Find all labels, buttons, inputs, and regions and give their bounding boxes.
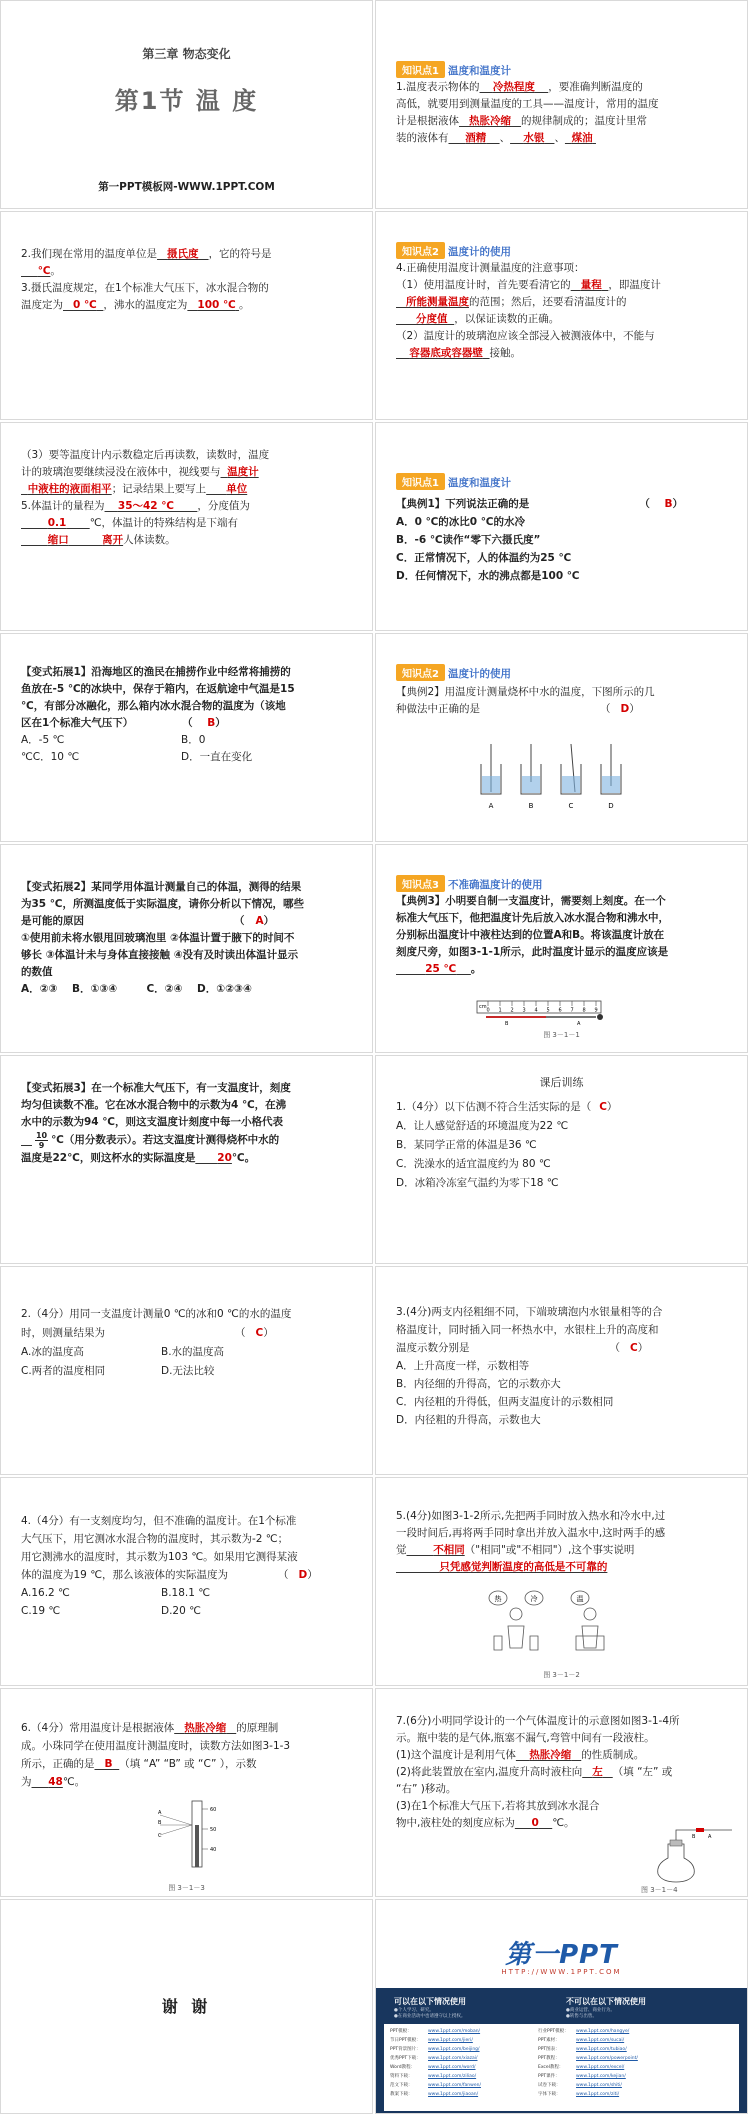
resource-label: 范文下载：	[390, 2083, 413, 2088]
text-line: ℃。	[62, 1776, 86, 1788]
option-d: D.20 ℃	[161, 1605, 201, 1617]
slide-thanks	[0, 1899, 373, 2114]
text-line: 用它测沸水的温度时，其示数为103 ℃。如果用它测得某液	[21, 1551, 298, 1563]
ppt-logo: 第一PPT	[505, 1940, 618, 1970]
beaker-label: B	[528, 802, 534, 810]
knowledge-tag-title: 温度计的使用	[447, 668, 511, 680]
text-line: ℃（用分数表示）。若这支温度计测得烧杯中水的	[51, 1134, 280, 1146]
resource-link[interactable]: www.1ppt.com/shiti/	[576, 2083, 622, 2088]
copyright-panel	[376, 1988, 747, 2114]
option-c: C．内径粗的升得低，但两支温度计的示数相同	[396, 1396, 614, 1408]
homework-text: 3.(4分)两支内径粗细不同，下端玻璃泡内水银量相等的合 格温度计，同时插入同一杯热水中，水银柱上升的高度和 温度示数分别是 （ C） A．上升高度一样，示数相等 B．内径细的升得高，它的示数亦大 C．内径粗的升得低，但两支温度计的示数相同 D．内径粗的升得高，示数也大	[396, 1303, 729, 1429]
text-line: 的范围；然后，还要看清温度计的	[469, 296, 627, 308]
slide-homework-3	[375, 1266, 748, 1475]
variant-text	[21, 1080, 354, 1167]
text-line: （"相同"或"不相同"）,这个事实说明	[464, 1544, 635, 1556]
text-line: 【典例3】小明要自制一支温度计，需要刻上刻度。在一个	[396, 895, 666, 907]
text-line: ，它的符号是	[208, 248, 272, 260]
slide-homework-1	[375, 1055, 748, 1264]
knowledge-tag-row	[396, 662, 511, 681]
scale-label: 60	[210, 1807, 217, 1813]
answer: D	[620, 703, 630, 715]
option-b: B．0	[181, 734, 206, 746]
beaker-label: D	[608, 802, 614, 810]
resource-link[interactable]: www.1ppt.com/sucai/	[576, 2038, 625, 2043]
resource-label: 优秀PPT下载：	[390, 2056, 421, 2061]
text-line: ，即温度计	[608, 279, 661, 291]
answer: B	[207, 717, 216, 729]
denominator: 9	[38, 1141, 45, 1150]
text-line: 成。小珠同学在使用温度计测温度时，读数方法如图3-1-3	[21, 1740, 291, 1752]
answer: ℃	[37, 265, 51, 277]
answer: 0 ℃	[73, 299, 97, 311]
resource-link[interactable]: www.1ppt.com/moban/	[428, 2029, 481, 2034]
text-line: （填 “左” 或	[612, 1766, 673, 1778]
answer: 中液柱的液面相平	[27, 483, 112, 495]
link-row	[390, 2090, 733, 2099]
slide-knowledge-2	[375, 211, 748, 420]
option-a: A．让人感觉舒适的环境温度为22 ℃	[396, 1120, 569, 1132]
figure-caption: 图 3－1－2	[543, 1671, 580, 1679]
answer: 容器底或容器壁	[409, 347, 483, 359]
answer: 0	[531, 1817, 539, 1829]
option-a: A．0 ℃的冰比0 ℃的水冷	[396, 516, 525, 528]
answer: 温度计	[227, 466, 259, 478]
text-line: 高低，就要用到测量温度的工具——温度计，常用的温度	[396, 98, 659, 110]
text-line: 所示，正确的是	[21, 1758, 95, 1770]
text-line: （1）使用温度计时，首先要看清它的	[396, 279, 571, 291]
link-row	[390, 2036, 733, 2045]
text-line: ℃，体温计的特殊结构是下端有	[89, 517, 238, 529]
resource-label: PPT图表：	[538, 2047, 560, 2052]
knowledge-tag-title: 不准确温度计的使用	[447, 879, 543, 891]
reading-text	[21, 447, 354, 549]
text-line: 刻度尺旁，如图3-1-1所示，此时温度计显示的温度应该是	[396, 946, 669, 958]
answer: 酒精	[465, 132, 487, 144]
slide-example-2	[375, 633, 748, 842]
slide-variant-3	[0, 1055, 373, 1264]
resource-link[interactable]: www.1ppt.com/jieri/	[428, 2038, 473, 2043]
resource-label: 教案下载：	[390, 2092, 413, 2097]
option-b: B．某同学正常的体温是36 ℃	[396, 1139, 537, 1151]
answer: B	[664, 498, 673, 510]
answer: 分度值	[416, 313, 448, 325]
resource-label: Excel教程：	[538, 2065, 564, 2070]
text-line: 【变式拓展2】某同学用体温计测量自己的体温，测得的结果	[21, 881, 302, 893]
ruler-label: 5	[546, 1007, 550, 1014]
resource-label: 字体下载：	[538, 2092, 561, 2097]
text-line: 温度是22℃，则这杯水的实际温度是	[21, 1152, 196, 1164]
allowed-heading: 可以在以下情况使用	[394, 1997, 466, 2006]
text-line: 的原理制	[236, 1722, 279, 1734]
ruler-label: 3	[522, 1007, 526, 1014]
ruler-label: 2	[510, 1007, 514, 1014]
text-line: ℃，有部分冰融化，那么箱内冰水混合物的温度为（该地	[21, 700, 286, 712]
resource-link[interactable]: www.1ppt.com/ziliao/	[428, 2074, 477, 2079]
text-line: ，以保证读数的正确。	[454, 313, 560, 325]
text-line: 3.摄氏温度规定，在1个标准大气压下，冰水混合物的	[21, 282, 269, 294]
scale-label: 50	[210, 1827, 217, 1833]
answer: C	[630, 1342, 638, 1354]
resource-link[interactable]: www.1ppt.com/word/	[428, 2065, 476, 2070]
beaker-label: C	[568, 802, 574, 810]
text-line: ℃。	[552, 1817, 575, 1829]
options: A．②③ B．①③④ C．②④ D．①②③④	[21, 983, 252, 995]
ruler-label: 1	[498, 1007, 502, 1014]
answer: 左	[592, 1766, 603, 1778]
option-b: B．-6 ℃读作“零下六摄氏度”	[396, 534, 541, 546]
answer: D	[298, 1569, 308, 1581]
resource-label: 行业PPT模板：	[538, 2029, 569, 2034]
answer: 缩口	[47, 534, 69, 546]
example-text: 【典例2】用温度计测量烧杯中水的温度，下图所示的几 种做法中正确的是 （ D）	[396, 684, 729, 718]
hands-figure	[486, 1586, 626, 1666]
knowledge-tag: 知识点2	[396, 664, 445, 681]
warm-label: 温	[576, 1595, 584, 1603]
thermometer-reading-figure	[156, 1797, 236, 1877]
resource-label: 试卷下载：	[538, 2083, 561, 2088]
link-grid	[384, 2024, 739, 2111]
chapter-title: 第三章 物态变化	[142, 47, 231, 61]
resource-link[interactable]: www.1ppt.com/powerpoint/	[576, 2056, 638, 2061]
point-label: A	[577, 1021, 581, 1027]
option-d: D．任何情况下，水的沸点都是100 ℃	[396, 570, 580, 582]
knowledge-tag-row	[396, 59, 511, 78]
option-c: C．正常情况下，人的体温约为25 ℃	[396, 552, 572, 564]
text-line: 体的温度为19 ℃，那么该液体的实际温度为	[21, 1569, 228, 1581]
figure-caption: 图 3－1－4	[641, 1886, 678, 1894]
answer: 离开	[102, 534, 124, 546]
homework-text	[396, 1508, 729, 1576]
answer: 0.1	[47, 517, 67, 529]
homework-text	[21, 1719, 354, 1791]
point-label: B	[505, 1021, 509, 1027]
answer: 单位	[226, 483, 248, 495]
slide-example-3	[375, 844, 748, 1053]
answer: 不相同	[433, 1544, 465, 1556]
text-line: 分别标出温度计中液柱达到的位置A和B。将该温度计放在	[396, 929, 665, 941]
text-line: 区在1个标准大气压下）	[21, 717, 134, 729]
allowed-notes	[394, 2008, 465, 2020]
text-line: 3.(4分)两支内径粗细不同，下端玻璃泡内水银量相等的合	[396, 1306, 663, 1318]
note: ●在商业活动中也请遵守以上授权。	[394, 2014, 466, 2019]
ruler-label: 8	[582, 1007, 586, 1014]
answer: 热胀冷缩	[529, 1749, 572, 1761]
homework-text: 4.（4分）有一支刻度均匀，但不准确的温度计。在1个标准 大气压下，用它测冰水混合物的温度时，其示数为-2 ℃； 用它测沸水的温度时，其示数为103 ℃。如果用它测得某液 体的温度为19 ℃，那么该液体的实际温度为 （ D） A.16.2 ℃ B.18.1 ℃ C.19 ℃ D.20 ℃	[21, 1512, 354, 1620]
knowledge-tag: 知识点1	[396, 473, 445, 490]
text-line: 大气压下，用它测冰水混合物的温度时，其示数为-2 ℃；	[21, 1533, 289, 1545]
variant-text: 【变式拓展2】某同学用体温计测量自己的体温，测得的结果 为35 ℃，所测温度低于实际温度，请你分析以下情况，哪些 是可能的原因 （ A） ①使用前未将水银甩回玻璃泡里 ②体温计置于腋下的时间不 够长 ③体温计未与身体直接接触 ④没有及时读出体温计显示 的数值 A．②③ B．①③④ C．②④ D．①②③④	[21, 879, 354, 998]
text-line: 鱼放在-5 ℃的冰块中，保存于箱内，在返航途中气温是15	[21, 683, 295, 695]
thanks-text: 谢 谢	[161, 1997, 212, 2016]
scale-label: 40	[210, 1847, 217, 1853]
slide-variant-1	[0, 633, 373, 842]
ruler-label: 4	[534, 1007, 538, 1014]
answer: 所能测量温度	[406, 296, 470, 308]
answer: C	[255, 1327, 264, 1339]
resource-link[interactable]: www.1ppt.com/beijing/	[428, 2047, 480, 2052]
text-line: 2.我们现在常用的温度单位是	[21, 248, 158, 260]
text-line: 标准大气压下，他把温度计先后放入冰水混合物和沸水中，	[396, 912, 669, 924]
text-line: 格温度计，同时插入同一杯热水中，水银柱上升的高度和	[396, 1324, 659, 1336]
note: ●个人学习、研究。	[394, 2008, 434, 2013]
link-row	[390, 2045, 733, 2054]
question: 1.（4分）以下估测不符合生活实际的是（	[396, 1101, 592, 1113]
text-line: 的性质制成。	[581, 1749, 645, 1761]
text-line: 【典例2】用温度计测量烧杯中水的温度，下图所示的几	[396, 686, 655, 698]
slide-knowledge-1	[375, 0, 748, 209]
answer: 摄氏度	[167, 248, 199, 260]
text-line: 5.体温计的量程为	[21, 500, 105, 512]
text-line: 为	[21, 1776, 32, 1788]
text-line: 种做法中正确的是	[396, 703, 480, 715]
cold-label: 冷	[530, 1595, 538, 1603]
resource-label: PPT模板：	[390, 2029, 412, 2034]
resource-label: PPT教程：	[538, 2056, 560, 2061]
knowledge-tag-title: 温度和温度计	[447, 65, 511, 77]
link-row	[390, 2063, 733, 2072]
knowledge-text: 1.温度表示物体的 冷热程度 ，要准确判断温度的 高低，就要用到测量温度的工具——温度计，常用的温度 计是根据液体 热胀冷缩 的规律制成的；温度计里常 装的液体有 酒精 、 水银 、 煤油	[396, 79, 729, 147]
text-line: 的数值	[21, 966, 53, 978]
note: ●商业运营、商业行为。	[566, 2008, 615, 2013]
knowledge-tag: 知识点3	[396, 875, 445, 892]
slide-title	[0, 0, 373, 209]
text-line: 4.正确使用温度计测量温度的注意事项：	[396, 262, 585, 274]
slide-homework-5	[375, 1477, 748, 1686]
homework-text: 2.（4分）用同一支温度计测量0 ℃的冰和0 ℃的水的温度 时，则测量结果为 （ C） A.冰的温度高 B.水的温度高 C.两者的温度相同 D.无法比较	[21, 1305, 354, 1381]
text-line: ①使用前未将水银甩回玻璃泡里 ②体温计置于腋下的时间不	[21, 932, 295, 944]
resource-link[interactable]: www.1ppt.com/tubiao/	[576, 2047, 627, 2052]
gas-thermometer-figure	[636, 1824, 736, 1884]
view-label: A	[158, 1810, 162, 1816]
text-line: 6.（4分）常用温度计是根据液体	[21, 1722, 175, 1734]
answer: 量程	[580, 279, 602, 291]
resource-link[interactable]: www.1ppt.com/fanwen/	[428, 2083, 481, 2088]
answer: 冷热程度	[492, 81, 535, 93]
ruler-figure	[476, 995, 616, 1035]
option-a: A．上升高度一样，示数相等	[396, 1360, 530, 1372]
example-text: 【典例1】下列说法正确的是 （ B） A．0 ℃的冰比0 ℃的水冷 B．-6 ℃读作“零下六摄氏度” C．正常情况下，人的体温约为25 ℃ D．任何情况下，水的沸点都是100 ℃	[396, 495, 729, 585]
text-line: 1.温度表示物体的	[396, 81, 480, 93]
beaker-figure	[476, 734, 636, 814]
resource-label: PPT素材：	[538, 2038, 560, 2043]
link-row	[390, 2081, 733, 2090]
ruler-label: 7	[570, 1007, 574, 1014]
text-line: ，沸水的温度定为	[103, 299, 188, 311]
resource-link[interactable]: www.1ppt.com/xiazai/	[428, 2056, 478, 2061]
text-line: 为35 ℃，所测温度低于实际温度，请你分析以下情况，哪些	[21, 898, 304, 910]
text-line: ℃。	[231, 1152, 256, 1164]
resource-label: Word教程：	[390, 2065, 416, 2070]
figure-caption: 图 3－1－3	[168, 1884, 205, 1892]
site-name: 第一PPT模板网-WWW.1PPT.COM	[98, 181, 275, 193]
note: ●转售与出售。	[566, 2014, 597, 2019]
slide-homework-7	[375, 1688, 748, 1897]
knowledge-tag-title: 温度和温度计	[447, 477, 511, 489]
answer: 48	[48, 1776, 63, 1788]
ruler-label: 0	[486, 1007, 490, 1014]
text-line: 【变式拓展3】在一个标准大气压下，有一支温度计，刻度	[21, 1082, 291, 1094]
text-line: 够长 ③体温计未与身体直接接触 ④没有及时读出体温计显示	[21, 949, 299, 961]
ruler-label: 6	[558, 1007, 562, 1014]
slide-example-1	[375, 422, 748, 631]
link-row	[390, 2027, 733, 2036]
knowledge-text	[396, 260, 729, 362]
text-line: 的规律制成的；温度计里常	[521, 115, 648, 127]
view-label: B	[158, 1820, 162, 1826]
option-c: C.两者的温度相同	[21, 1365, 106, 1377]
option-b: B.18.1 ℃	[161, 1587, 211, 1599]
knowledge-tag-title: 温度计的使用	[447, 246, 511, 258]
option-a: A.冰的温度高	[21, 1346, 84, 1358]
variant-text: 【变式拓展1】沿海地区的渔民在捕捞作业中经常将捕捞的 鱼放在-5 ℃的冰块中，保存于箱内，在返航途中气温是15 ℃，有部分冰融化，那么箱内冰水混合物的温度为（该地 区在1个标准大气压下） （ B） A．-5 ℃ B．0 ℃C．10 ℃ D．一直在变化	[21, 664, 354, 766]
slide-homework-6	[0, 1688, 373, 1897]
option-b: B．内径细的升得高，它的示数亦大	[396, 1378, 561, 1390]
text-line: 计的玻璃泡要继续浸没在液体中，视线要与	[21, 466, 221, 478]
answer: 20	[217, 1152, 232, 1164]
knowledge-tag: 知识点2	[396, 242, 445, 259]
text-line: 计是根据液体	[396, 115, 459, 127]
option-a: A.16.2 ℃	[21, 1587, 70, 1599]
answer: 100 ℃	[197, 299, 236, 311]
resource-label: PPT背景图片：	[390, 2047, 421, 2052]
resource-link[interactable]: www.1ppt.com/kejian/	[576, 2074, 626, 2079]
forbidden-notes	[566, 2008, 615, 2020]
text-line: 物中,液柱处的刻度应标为	[396, 1817, 515, 1829]
slide-homework-4	[0, 1477, 373, 1686]
text-line: 7.(6分)小明同学设计的一个气体温度计的示意图如图3-1-4所	[396, 1715, 680, 1727]
homework-text: 1.（4分）以下估测不符合生活实际的是（ C） A．让人感觉舒适的环境温度为22 ℃ B．某同学正常的体温是36 ℃ C．洗澡水的适宜温度约为 80 ℃ D．冰箱冷冻室气温约为零下18 ℃	[396, 1098, 729, 1193]
knowledge-tag-row	[396, 873, 542, 892]
answer: B	[104, 1758, 113, 1770]
text-line: 【变式拓展1】沿海地区的渔民在捕捞作业中经常将捕捞的	[21, 666, 291, 678]
text-line: 装的液体有	[396, 132, 449, 144]
beaker-label: A	[488, 802, 494, 810]
ruler-unit: cm	[479, 1004, 487, 1010]
answer: 35～42 ℃	[117, 500, 174, 512]
section-title: 第1节 温 度	[114, 87, 259, 115]
option-c: ℃C．10 ℃	[21, 751, 80, 763]
text-line: 一段时间后,再将两手同时拿出并放入温水中,这时两手的感	[396, 1527, 666, 1539]
resource-link[interactable]: www.1ppt.com/excel/	[576, 2065, 625, 2070]
text-line: 4.（4分）有一支刻度均匀，但不准确的温度计。在1个标准	[21, 1515, 297, 1527]
resource-link[interactable]: www.1ppt.com/jiaoan/	[428, 2092, 479, 2097]
option-d: D．内径粗的升得高，示数也大	[396, 1414, 541, 1426]
answer: A	[255, 915, 264, 927]
forbidden-heading: 不可以在以下情况使用	[566, 1997, 646, 2006]
text-line: ；记录结果上要写上	[111, 483, 207, 495]
text-line: 5.(4分)如图3-1-2所示,先把两手同时放入热水和冷水中,过	[396, 1510, 666, 1522]
slide-variant-2	[0, 844, 373, 1053]
knowledge-tag: 知识点1	[396, 61, 445, 78]
homework-text	[396, 1713, 729, 1832]
text-line: 时，则测量结果为	[21, 1327, 105, 1339]
text-line: 接触。	[489, 347, 522, 359]
option-d: D.无法比较	[161, 1365, 215, 1377]
fraction	[35, 1131, 48, 1150]
answer: 水银	[523, 132, 545, 144]
resource-label: 资料下载：	[390, 2074, 413, 2079]
option-c: C.19 ℃	[21, 1605, 61, 1617]
slide-reading	[0, 422, 373, 631]
link-row	[390, 2072, 733, 2081]
answer: 只凭感觉判断温度的高低是不可靠的	[439, 1561, 608, 1573]
text-line: 是可能的原因	[21, 915, 84, 927]
homework-title: 课后训练	[539, 1076, 584, 1089]
resource-label: 节日PPT模板：	[390, 2038, 421, 2043]
text-line: 均匀但读数不准。它在冰水混合物中的示数为4 ℃，在沸	[21, 1099, 287, 1111]
text-line: ，要准确判断温度的	[548, 81, 643, 93]
answer: 热胀冷缩	[184, 1722, 227, 1734]
answer: 煤油	[571, 132, 593, 144]
resource-link[interactable]: www.1ppt.com/hangye/	[576, 2029, 630, 2034]
knowledge-tag-row	[396, 240, 511, 259]
option-b: B.水的温度高	[161, 1346, 225, 1358]
ppt-url: HTTP://WWW.1PPT.COM	[501, 1968, 622, 1976]
option-c: C．洗澡水的适宜温度约为 80 ℃	[396, 1158, 551, 1170]
ruler-label: 9	[594, 1007, 598, 1014]
resource-link[interactable]: www.1ppt.com/ziti/	[576, 2092, 620, 2097]
slide-copyright	[375, 1899, 748, 2114]
text-line: “右” )移动。	[396, 1783, 457, 1795]
answer: 25 ℃	[425, 963, 457, 975]
hot-label: 热	[494, 1595, 502, 1603]
text-line: 觉	[396, 1544, 407, 1556]
text-line: (2)将此装置放在室内,温度升高时液柱向	[396, 1766, 583, 1778]
units-text: 2.我们现在常用的温度单位是 摄氏度 ，它的符号是 ℃。 3.摄氏温度规定，在1个标准大气压下，冰水混合物的 温度定为 0 ℃ ，沸水的温度定为 100 ℃ 。	[21, 246, 354, 314]
text-line: 温度示数分别是	[396, 1342, 470, 1354]
slide-homework-2	[0, 1266, 373, 1475]
slide-units	[0, 211, 373, 420]
text-line: ，分度值为	[197, 500, 250, 512]
question: 【典例1】下列说法正确的是	[396, 498, 530, 510]
text-line: 人体读数。	[123, 534, 176, 546]
resource-label: PPT课件：	[538, 2074, 560, 2079]
figure-caption: 图 3－1－1	[543, 1031, 580, 1039]
text-line: (3)在1个标准大气压下,若将其放到冰水混合	[396, 1800, 600, 1812]
answer: C	[599, 1101, 607, 1113]
text-line: 水中的示数为94 ℃，则这支温度计刻度中每一小格代表	[21, 1116, 283, 1128]
option-d: D．冰箱冷冻室气温约为零下18 ℃	[396, 1177, 559, 1189]
option-d: D．一直在变化	[181, 751, 253, 763]
tube-label: A	[708, 1834, 712, 1840]
tube-label: B	[692, 1834, 696, 1840]
text-line: （2）温度计的玻璃泡应该全部浸入被测液体中，不能与	[396, 330, 655, 342]
numerator: 10	[35, 1131, 48, 1140]
text-line: （3）要等温度计内示数稳定后再读数，读数时，温度	[21, 449, 270, 461]
answer: 热胀冷缩	[469, 115, 512, 127]
text-line: （填 “A” “B” 或 “C” ），示数	[119, 1758, 257, 1770]
text-line: 示。瓶中装的是气体,瓶塞不漏气,弯管中间有一段液柱。	[396, 1732, 655, 1744]
text-line: 温度定为	[21, 299, 63, 311]
option-a: A．-5 ℃	[21, 734, 65, 746]
view-label: C	[158, 1833, 162, 1839]
text-line: 2.（4分）用同一支温度计测量0 ℃的冰和0 ℃的水的温度	[21, 1308, 292, 1320]
knowledge-tag-row	[396, 471, 511, 490]
text-line: (1)这个温度计是利用气体	[396, 1749, 516, 1761]
example-text: 【典例3】小明要自制一支温度计，需要刻上刻度。在一个 标准大气压下，他把温度计先后放入冰水混合物和沸水中， 分别标出温度计中液柱达到的位置A和B。将该温度计放在 刻度尺旁，如图3-1-1所示，此时温度计显示的温度应该是 25 ℃ 。	[396, 893, 729, 978]
link-row	[390, 2054, 733, 2063]
